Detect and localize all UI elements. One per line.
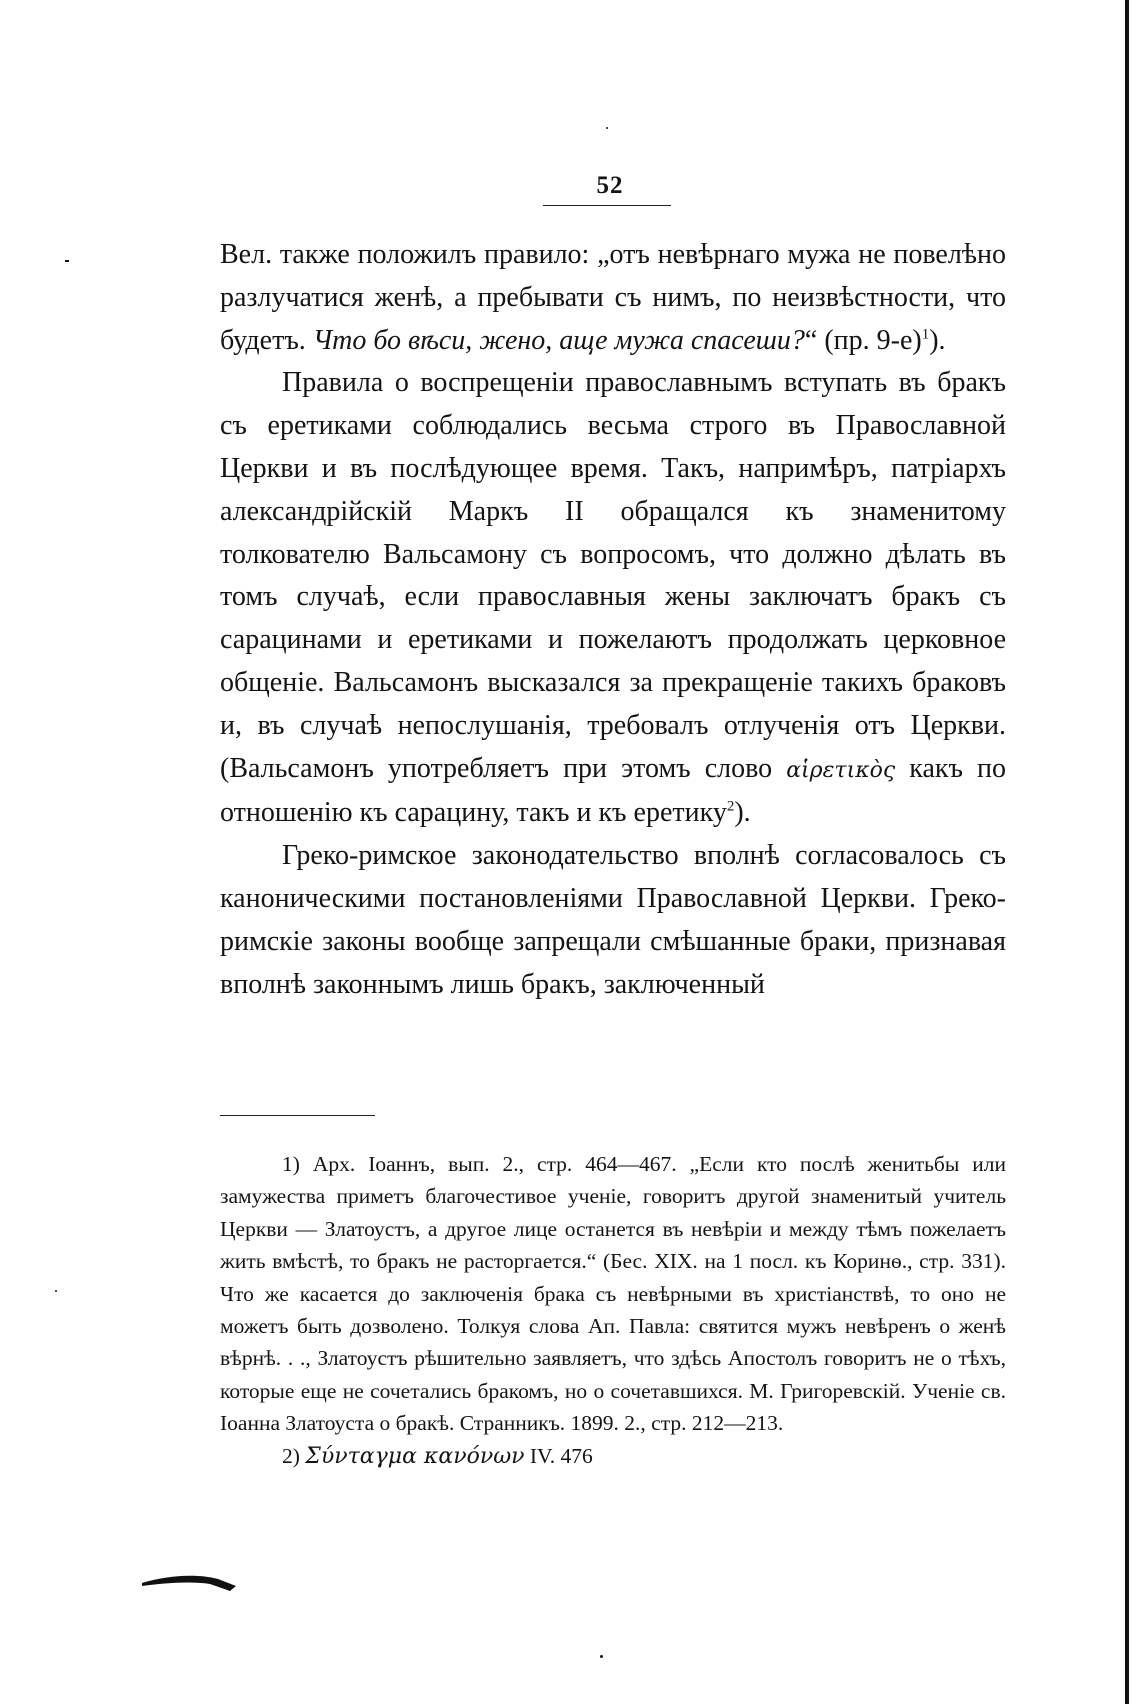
paragraph-2-text-a: Правила о воспрещеніи православнымъ вступать въ бракъ съ еретиками соблюдались весьма строго въ Православной Церкви и въ послѣдующее время. Такъ, напримѣръ, патріархъ александрійскій Маркъ II обращался къ знаменитому толкователю Вальсамону съ вопросомъ, что должно дѣлать въ томъ случаѣ, если православныя жены заключатъ бракъ съ сарацинами и еретиками и пожелаютъ продолжать церковное общеніе. Вальсамонъ высказался за прекращеніе такихъ браковъ и, въ случаѣ непослушанія, требовалъ отлученія отъ Церкви. (Вальсамонъ употребляетъ при этомъ слово bbox=[220, 367, 1006, 784]
footnote-ref-2: 2 bbox=[726, 799, 735, 816]
paragraph-2 bbox=[220, 362, 1006, 835]
paragraph-1-text-d: ). bbox=[929, 324, 946, 356]
paragraph-3: Греко-римское законодательство вполнѣ согласовалось съ каноническими постановленіями Православной Церкви. Греко-римскіе законы вообще запрещали смѣшанные браки, признавая вполнѣ законнымъ лишь бракъ, заключенный bbox=[220, 840, 1006, 1000]
scan-dot-3 bbox=[65, 260, 69, 262]
footnote-ref-1: 1 bbox=[921, 326, 930, 343]
scan-edge-line bbox=[1125, 0, 1129, 1704]
paragraph-1-text-a: Вел. также положилъ правило: „отъ невѣрнаго мужа не повелѣно разлучатися женѣ, а пребывати съ нимъ, по неизвѣстности, что будетъ. bbox=[220, 239, 1006, 356]
scan-dot-1 bbox=[600, 1655, 603, 1658]
footnote-rule bbox=[220, 1115, 375, 1116]
paragraph-1-text-c: “ (пр. 9-е) bbox=[804, 324, 922, 356]
paragraph-2-text-c: ). bbox=[734, 797, 751, 829]
footnote-2-prefix: 2) bbox=[282, 1443, 300, 1468]
ink-smudge-icon bbox=[140, 1570, 240, 1592]
scan-dot-2 bbox=[55, 1290, 57, 1292]
footnote-2-suffix: IV. 476 bbox=[529, 1443, 593, 1468]
footnote-2 bbox=[220, 1440, 1006, 1473]
paragraph-1 bbox=[220, 234, 1006, 362]
footnotes bbox=[220, 1148, 1006, 1473]
page-number-rule bbox=[543, 205, 671, 206]
main-text bbox=[220, 234, 1006, 1006]
footnote-1: 1) Арх. Іоаннъ, вып. 2., стр. 464—467. „Если кто послѣ женитьбы или замужества приметъ благочестивое ученіе, говоритъ другой знаменитый учитель Церкви — Златоустъ, а другое лице останется въ невѣріи и между тѣмъ пожелаетъ жить вмѣстѣ, то бракъ не расторгается.“ (Бес. XIX. на 1 посл. къ Коринѳ., стр. 331). Что же касается до заключенія брака съ невѣрными въ христіанствѣ, то оно не можетъ быть дозволено. Толкуя слова Ап. Павла: святится мужъ невѣренъ о женѣ вѣрнѣ. . ., Златоустъ рѣшительно заявляетъ, что здѣсь Апостолъ говоритъ не о тѣхъ, которые еще не сочетались бракомъ, но о сочетавшихся. М. Григоревскій. Ученіе св. Іоанна Златоуста о бракѣ. Странникъ. 1899. 2., стр. 212—213. bbox=[220, 1152, 1006, 1436]
scan-dot-4 bbox=[606, 127, 608, 129]
paragraph-1-italic-quote: Что бо вѣси, жено, аще мужа спасеши? bbox=[312, 324, 805, 356]
scan-ink-blot bbox=[140, 1570, 240, 1592]
page-number: 52 bbox=[596, 172, 624, 199]
paragraph-2-greek-word: αἱρετικὸς bbox=[786, 757, 896, 783]
paragraph-2-text-b: какъ по отношенію къ сарацину, такъ и къ еретику bbox=[220, 752, 1007, 829]
footnote-2-greek-title: Σύνταγμα κανόνων bbox=[305, 1443, 525, 1469]
